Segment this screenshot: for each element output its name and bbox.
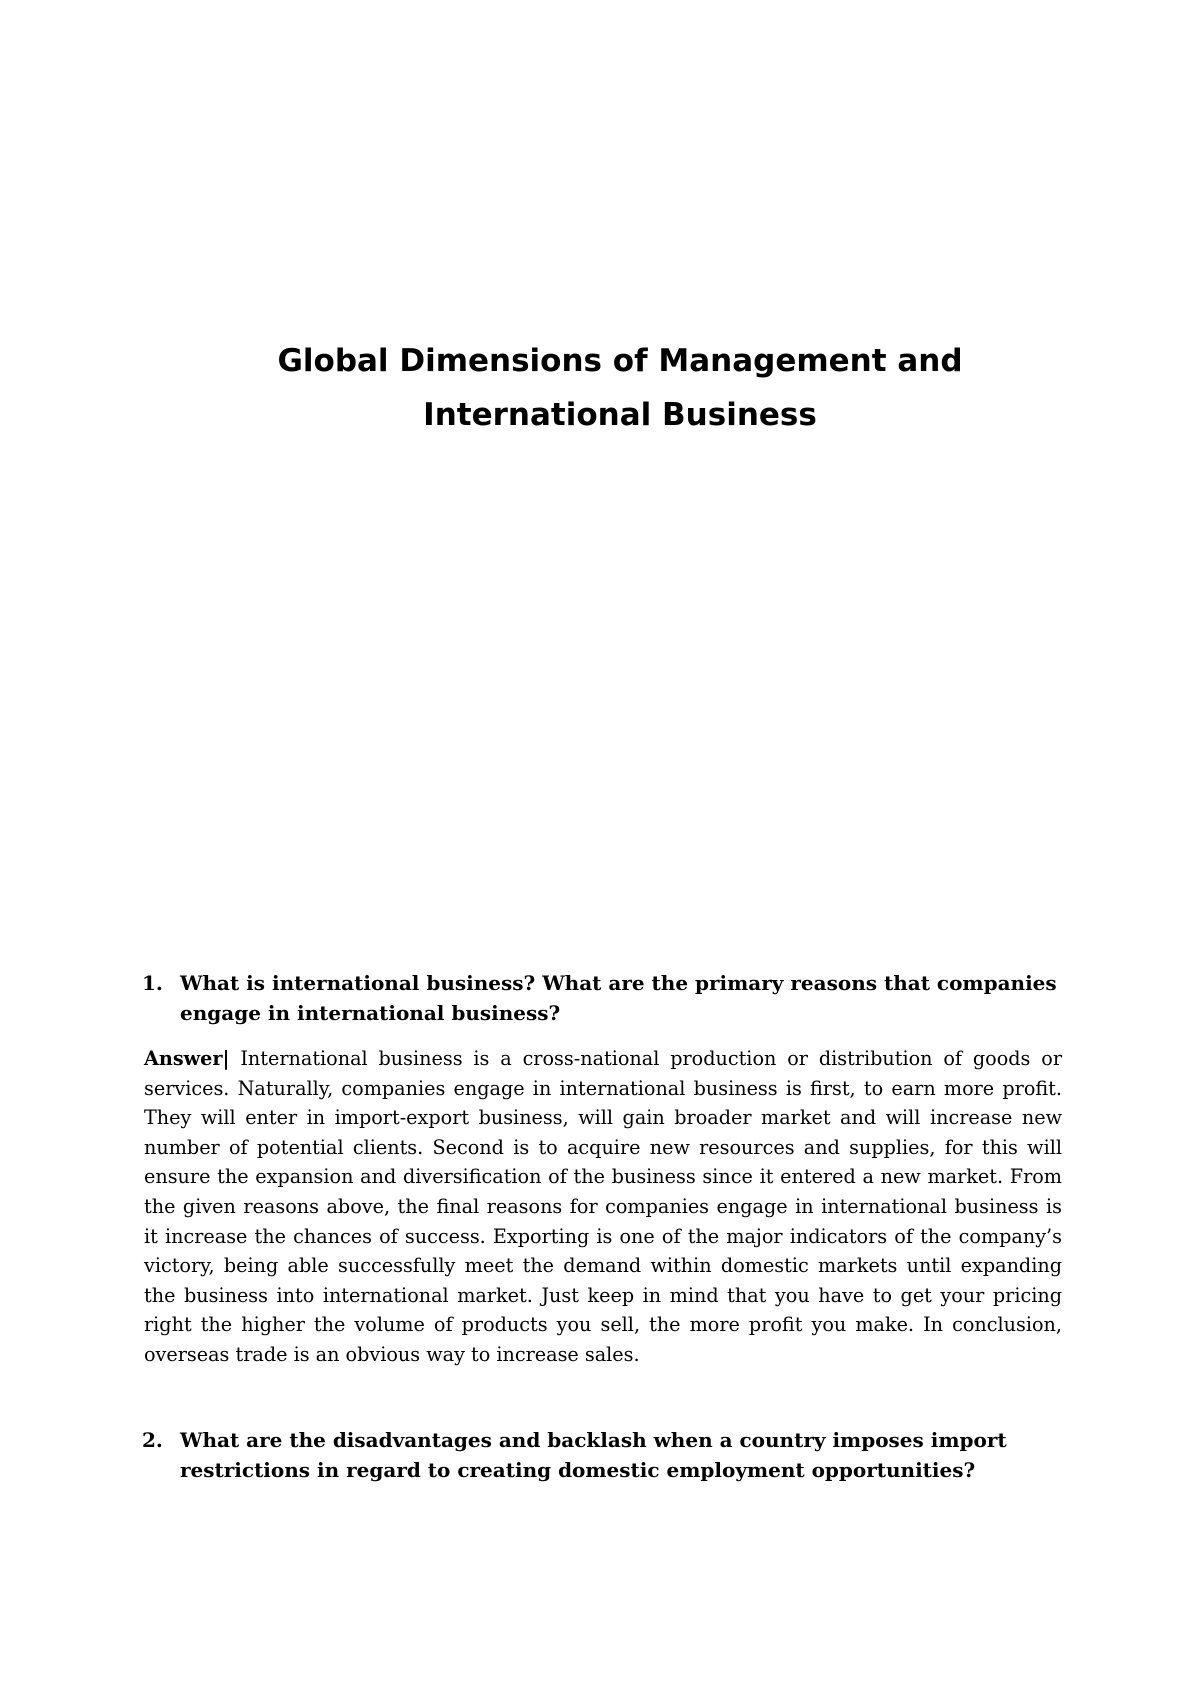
question-2-number: 2.	[142, 1428, 163, 1452]
answer-1-label: Answer|	[144, 1047, 230, 1070]
question-2-text: What are the disadvantages and backlash when a country imposes import restrictions in regard to creating domestic employment opportunities?	[180, 1428, 1007, 1482]
question-1-number: 1.	[142, 971, 163, 995]
answer-1	[144, 1044, 1062, 1370]
question-1	[142, 968, 1060, 1028]
question-2	[142, 1425, 1060, 1485]
document-title-line-2: International Business	[423, 397, 817, 433]
question-1-text: What is international business? What are the primary reasons that companies engage in international business?	[180, 971, 1057, 1025]
document-title-line-1: Global Dimensions of Management and	[277, 343, 963, 379]
document-title	[0, 334, 1200, 442]
answer-1-text: International business is a cross-national production or distribution of goods or services. Naturally, companies engage in international business is first, to earn more profit. They will enter in import-export business, will gain broader market and will increase new number of potential clients. Second is to acquire new resources and supplies, for this will ensure the expansion and diversification of the business since it entered a new market. From the given reasons above, the final reasons for companies engage in international business is it increase the chances of success. Exporting is one of the major indicators of the company’s victory, being able successfully meet the demand within domestic markets until expanding the business into international market. Just keep in mind that you have to get your pricing right the higher the volume of products you sell, the more profit you make. In conclusion, overseas trade is an obvious way to increase sales.	[144, 1047, 1062, 1366]
